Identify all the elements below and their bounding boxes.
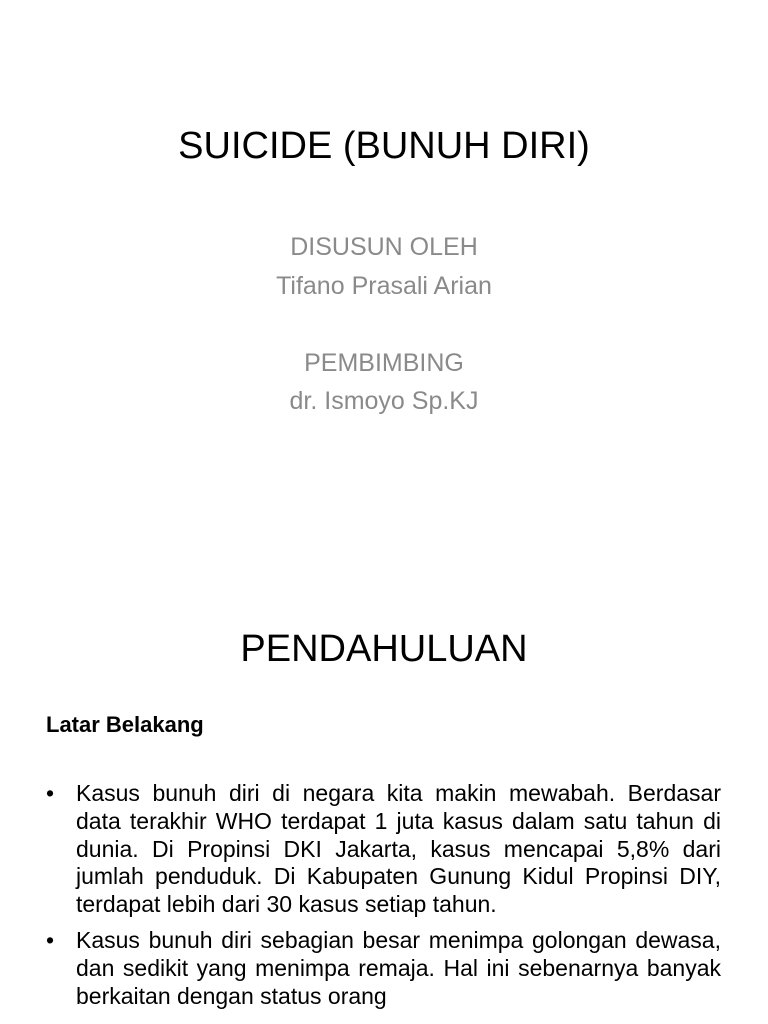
list-item bbox=[46, 780, 721, 919]
introduction-heading: PENDAHULUAN bbox=[240, 628, 528, 670]
bullet-marker: • bbox=[46, 926, 55, 953]
slide-title-heading: SUICIDE (BUNUH DIRI) bbox=[178, 125, 590, 167]
bullet-list bbox=[46, 780, 721, 1018]
subtitle-line-advisor-name: dr. Ismoyo Sp.KJ bbox=[289, 387, 479, 415]
bullet-text: Kasus bunuh diri di negara kita makin mewabah. Berdasar data terakhir WHO terdapat 1 juta kasus dalam satu tahun di dunia. Di Propinsi DKI Jakarta, kasus mencapai 5,8% dari jumlah penduduk. Di Kabupaten Gunung Kidul Propinsi DIY, terdapat lebih dari 30 kasus setiap tahun. bbox=[76, 780, 721, 918]
section-heading: Latar Belakang bbox=[46, 712, 204, 737]
subtitle-line-author-name: Tifano Prasali Arian bbox=[276, 271, 492, 300]
list-item bbox=[46, 927, 721, 1010]
bullet-marker: • bbox=[46, 780, 55, 806]
subtitle-line-advisor-label: PEMBIMBING bbox=[304, 348, 464, 377]
slide-introduction bbox=[0, 576, 768, 1024]
subtitle-line-author-label: DISUSUN OLEH bbox=[290, 233, 478, 261]
slide-subtitle bbox=[0, 228, 768, 421]
subtitle-line-spacer bbox=[0, 305, 768, 344]
bullet-text: Kasus bunuh diri sebagian besar menimpa golongan dewasa, dan sedikit yang menimpa remaja. Hal ini sebenarnya banyak berkaitan dengan status orang bbox=[76, 926, 721, 1009]
